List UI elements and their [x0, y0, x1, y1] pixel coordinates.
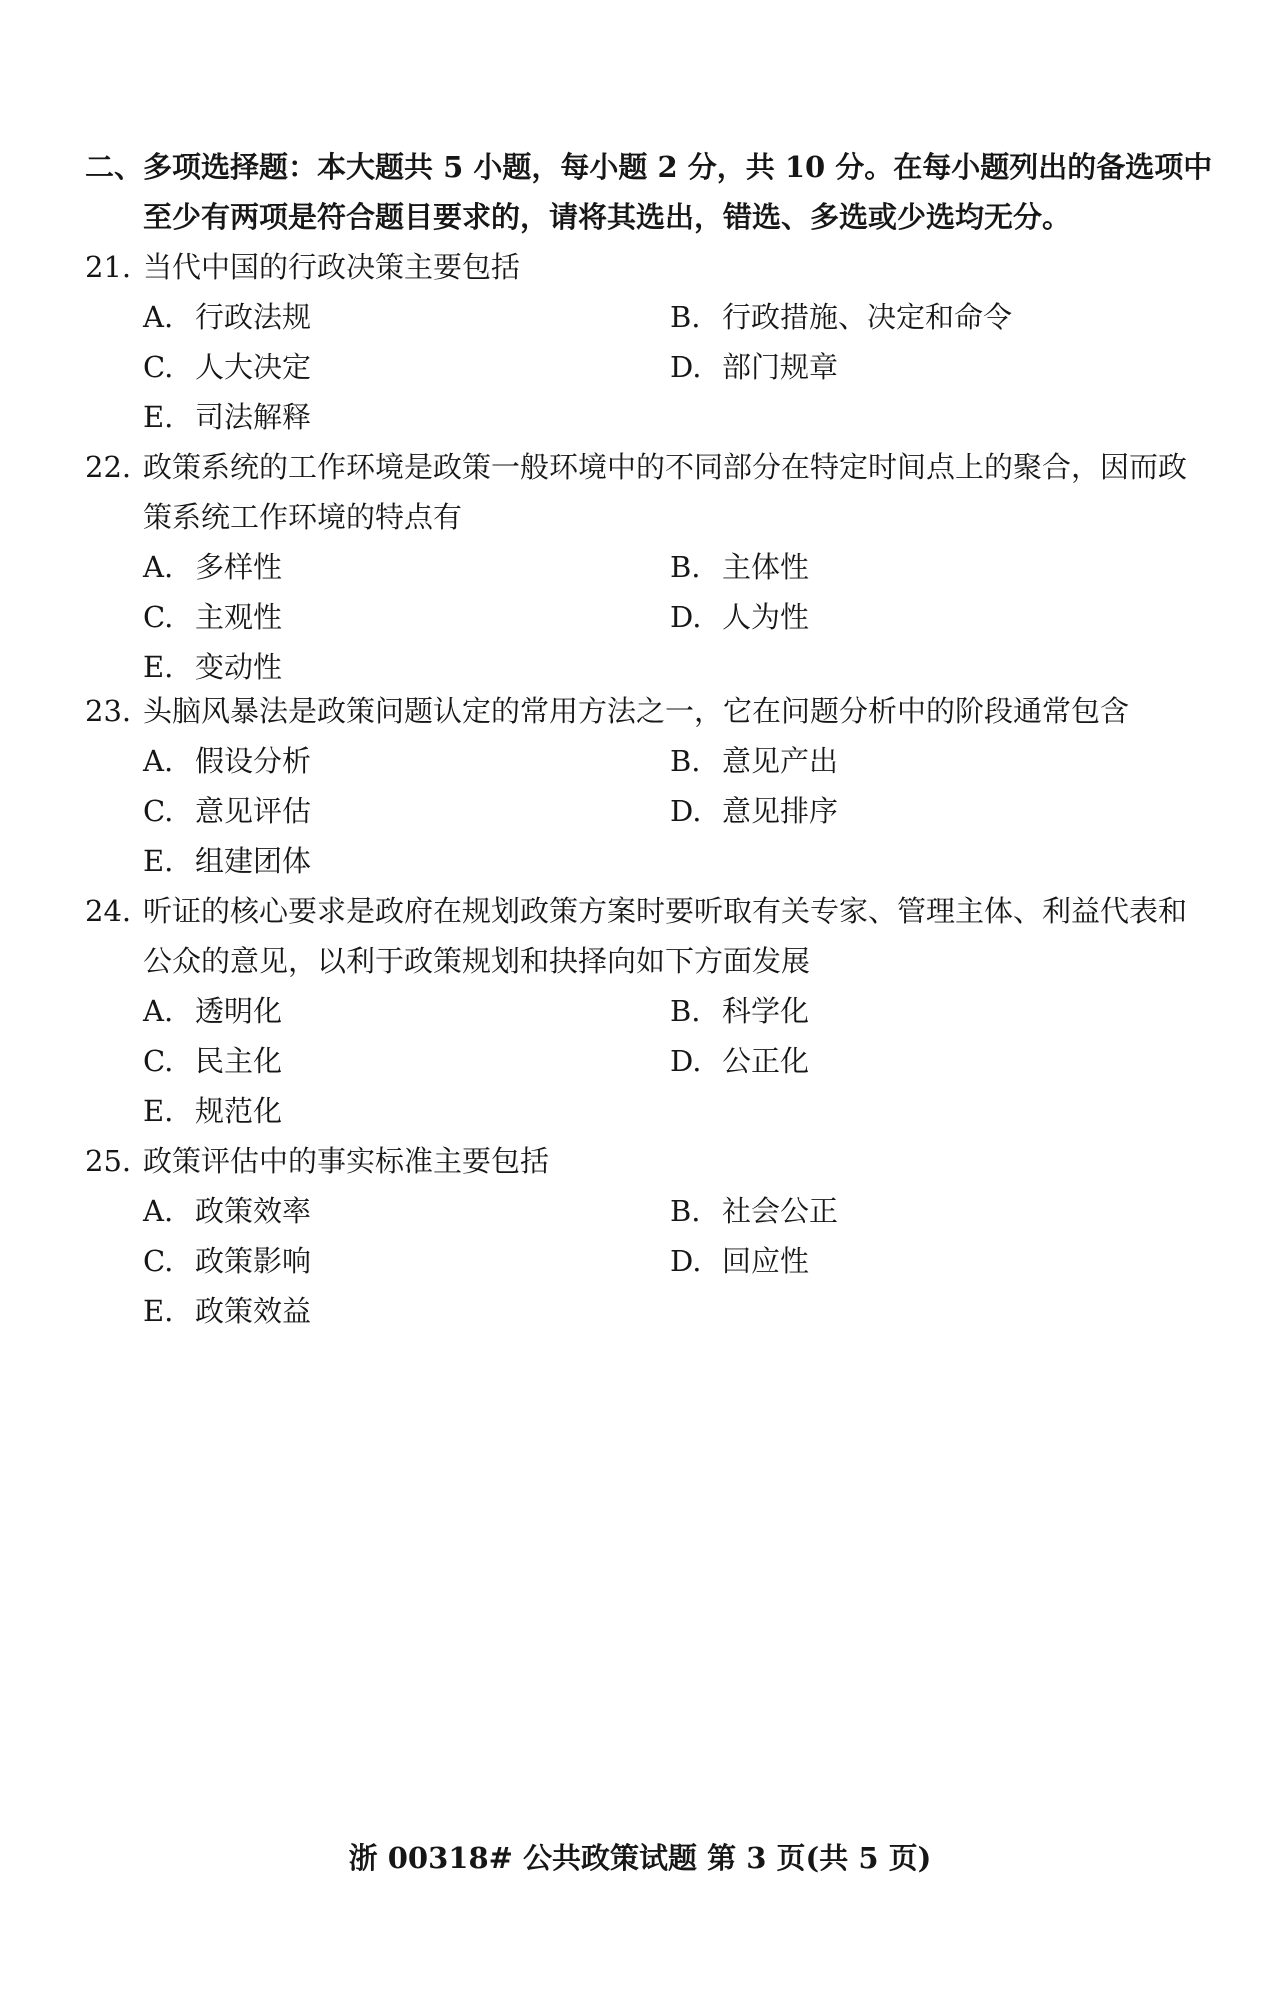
option-letter: B.: [670, 300, 701, 334]
question-stem: 政策系统的工作环境是政策一般环境中的不同部分在特定时间点上的聚合，因而政: [143, 450, 1188, 484]
option-letter: C.: [143, 600, 174, 634]
option-text: 多样性: [195, 550, 283, 584]
option-text: 主观性: [195, 600, 283, 634]
option-text: 行政措施、决定和命令: [722, 300, 1013, 334]
question-number: 22.: [85, 450, 132, 484]
option-letter: A.: [143, 550, 174, 584]
option-d: [670, 1036, 809, 1086]
option-b: [670, 986, 809, 1036]
question-number: 25.: [85, 1144, 132, 1178]
option-text: 政策效益: [195, 1294, 312, 1328]
question-number: 24.: [85, 894, 132, 928]
option-letter: A.: [143, 744, 174, 778]
option-letter: A.: [143, 994, 174, 1028]
option-letter: B.: [670, 1194, 701, 1228]
option-letter: C.: [143, 350, 174, 384]
option-e: [143, 1086, 282, 1136]
option-e: [143, 836, 311, 886]
option-b: [670, 1186, 838, 1236]
question-22: [85, 442, 1215, 692]
question-stem: 当代中国的行政决策主要包括: [143, 250, 521, 284]
option-text: 司法解释: [195, 400, 312, 434]
question-25: [85, 1136, 1215, 1336]
option-text: 人为性: [722, 600, 810, 634]
option-text: 公正化: [722, 1044, 810, 1078]
question-21: [85, 242, 1215, 442]
question-number: 21.: [85, 250, 132, 284]
section-number: 二、: [85, 150, 144, 184]
option-a: [143, 292, 311, 342]
option-a: [143, 986, 282, 1036]
option-letter: A.: [143, 300, 174, 334]
option-letter: E.: [143, 1294, 174, 1328]
option-text: 主体性: [722, 550, 810, 584]
option-e: [143, 1286, 311, 1336]
option-text: 意见排序: [722, 794, 839, 828]
option-letter: D.: [670, 600, 702, 634]
option-text: 政策效率: [195, 1194, 312, 1228]
option-text: 假设分析: [195, 744, 312, 778]
section-instruction-line-1: 多项选择题：本大题共 5 小题，每小题 2 分，共 10 分。在每小题列出的备选项中: [143, 150, 1213, 184]
option-b: [670, 736, 838, 786]
option-letter: B.: [670, 744, 701, 778]
option-text: 部门规章: [722, 350, 839, 384]
option-b: [670, 292, 1012, 342]
options: [85, 736, 1215, 886]
section-instruction-line-2: 至少有两项是符合题目要求的，请将其选出，错选、多选或少选均无分。: [143, 200, 1072, 234]
option-letter: C.: [143, 1044, 174, 1078]
option-text: 行政法规: [195, 300, 312, 334]
option-letter: C.: [143, 1244, 174, 1278]
option-letter: E.: [143, 400, 174, 434]
option-letter: B.: [670, 550, 701, 584]
option-letter: E.: [143, 1094, 174, 1128]
option-letter: D.: [670, 350, 702, 384]
option-text: 变动性: [195, 650, 283, 684]
option-d: [670, 592, 809, 642]
option-text: 社会公正: [722, 1194, 839, 1228]
option-text: 意见评估: [195, 794, 312, 828]
question-stem-continued: 公众的意见，以利于政策规划和抉择向如下方面发展: [143, 944, 811, 978]
option-text: 政策影响: [195, 1244, 312, 1278]
question-stem-continued: 策系统工作环境的特点有: [143, 500, 463, 534]
option-letter: D.: [670, 794, 702, 828]
option-letter: E.: [143, 844, 174, 878]
options: [85, 986, 1215, 1136]
option-text: 组建团体: [195, 844, 312, 878]
option-letter: D.: [670, 1044, 702, 1078]
question-23: [85, 686, 1215, 886]
option-text: 透明化: [195, 994, 283, 1028]
options: [85, 542, 1215, 692]
option-text: 规范化: [195, 1094, 283, 1128]
options: [85, 292, 1215, 442]
section-header: [85, 142, 1215, 242]
option-text: 回应性: [722, 1244, 810, 1278]
question-24: [85, 886, 1215, 1136]
option-b: [670, 542, 809, 592]
question-stem: 听证的核心要求是政府在规划政策方案时要听取有关专家、管理主体、利益代表和: [143, 894, 1188, 928]
option-c: [143, 786, 311, 836]
page-footer: 浙 00318# 公共政策试题 第 3 页(共 5 页): [348, 1841, 932, 1875]
option-text: 民主化: [195, 1044, 283, 1078]
options: [85, 1186, 1215, 1336]
option-a: [143, 1186, 311, 1236]
option-text: 人大决定: [195, 350, 312, 384]
option-e: [143, 642, 282, 692]
option-a: [143, 542, 282, 592]
option-d: [670, 342, 838, 392]
option-letter: A.: [143, 1194, 174, 1228]
question-stem: 政策评估中的事实标准主要包括: [143, 1144, 550, 1178]
option-c: [143, 342, 311, 392]
option-a: [143, 736, 311, 786]
option-d: [670, 786, 838, 836]
option-letter: D.: [670, 1244, 702, 1278]
option-text: 科学化: [722, 994, 810, 1028]
option-c: [143, 1236, 311, 1286]
option-d: [670, 1236, 809, 1286]
option-letter: E.: [143, 650, 174, 684]
option-c: [143, 1036, 282, 1086]
option-text: 意见产出: [722, 744, 839, 778]
option-c: [143, 592, 282, 642]
option-e: [143, 392, 311, 442]
question-stem: 头脑风暴法是政策问题认定的常用方法之一，它在问题分析中的阶段通常包含: [143, 694, 1130, 728]
option-letter: C.: [143, 794, 174, 828]
option-letter: B.: [670, 994, 701, 1028]
question-number: 23.: [85, 694, 132, 728]
